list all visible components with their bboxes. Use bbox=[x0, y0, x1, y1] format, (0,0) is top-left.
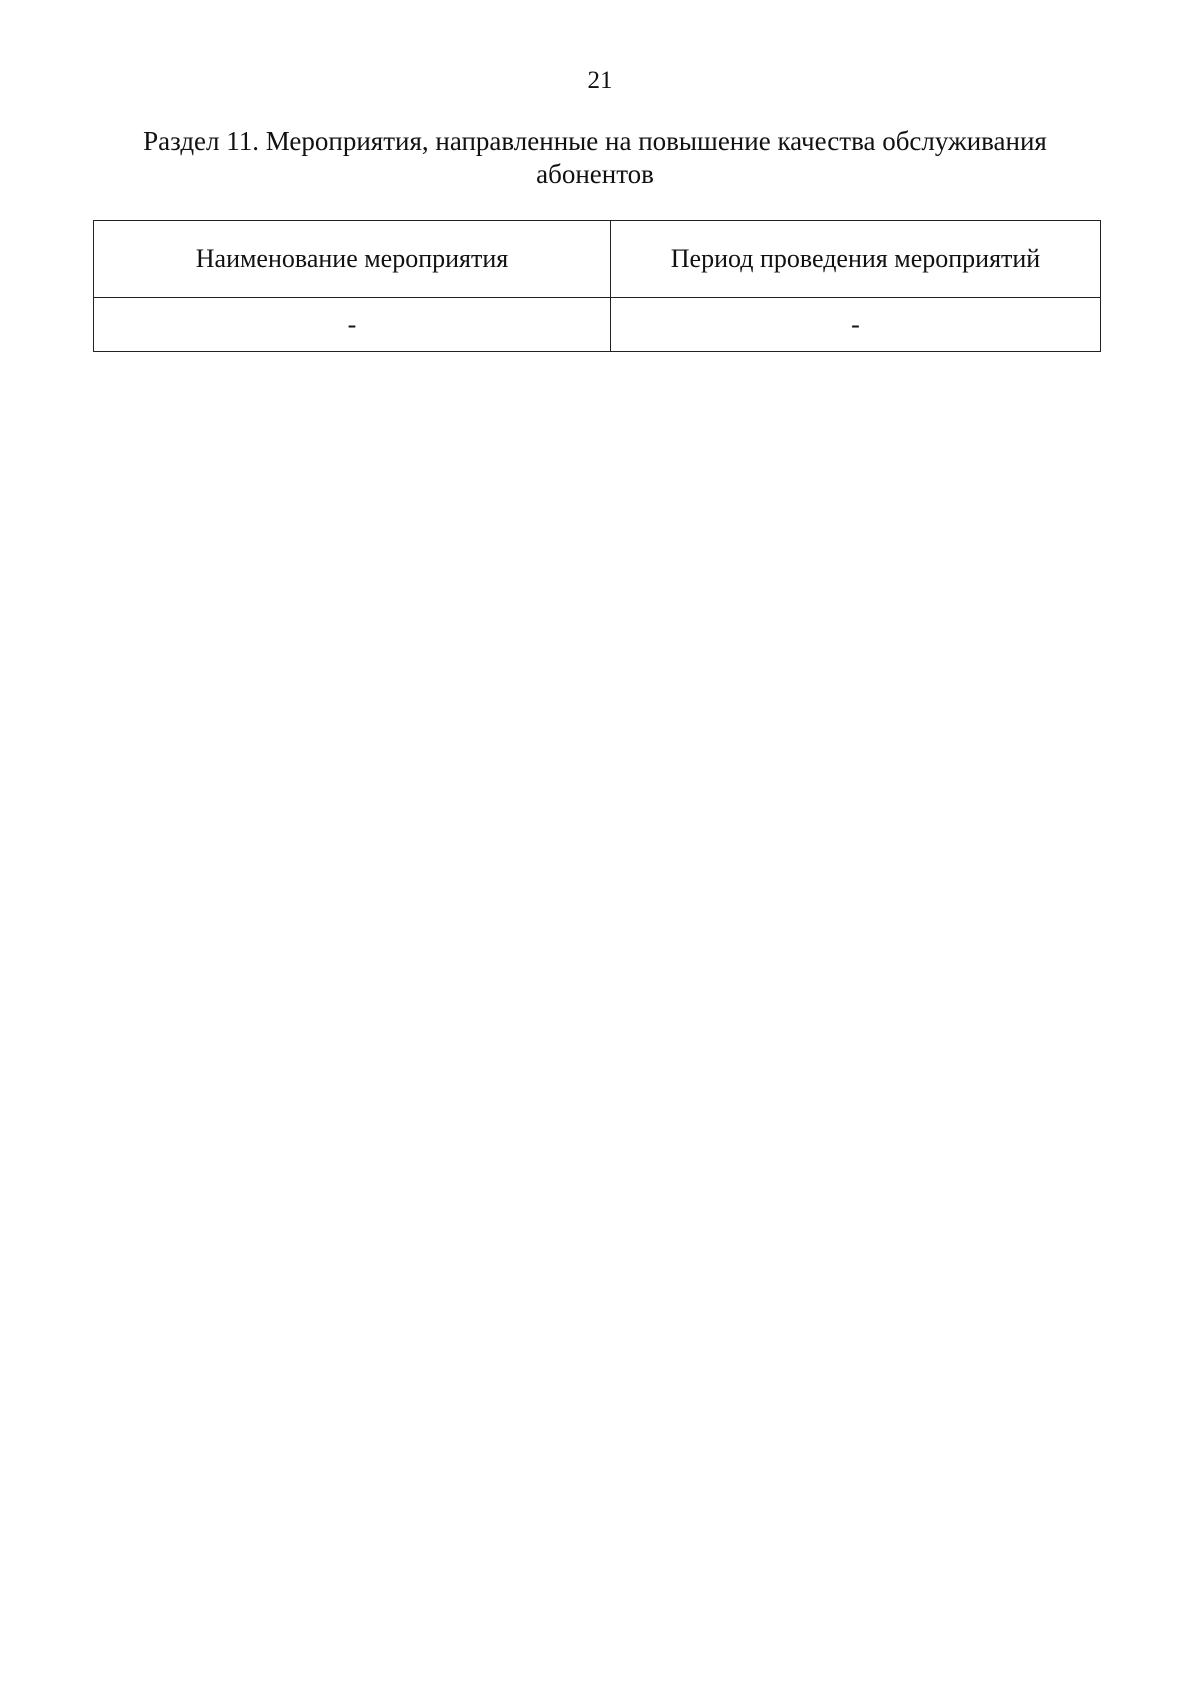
page-number: 21 bbox=[587, 67, 613, 94]
table-header-row bbox=[94, 221, 1101, 298]
column-header-measure-name: Наименование мероприятия bbox=[94, 221, 611, 298]
cell-measure-period: - bbox=[611, 298, 1101, 352]
table-row bbox=[94, 298, 1101, 352]
section-title-line-1: Раздел 11. Мероприятия, направленные на повышение качества обслуживания bbox=[143, 126, 1047, 156]
measures-table bbox=[93, 220, 1101, 352]
column-header-measure-period: Период проведения мероприятий bbox=[611, 221, 1101, 298]
cell-measure-name: - bbox=[94, 298, 611, 352]
section-title-line-2: абонентов bbox=[536, 159, 654, 189]
section-title bbox=[90, 125, 1100, 191]
